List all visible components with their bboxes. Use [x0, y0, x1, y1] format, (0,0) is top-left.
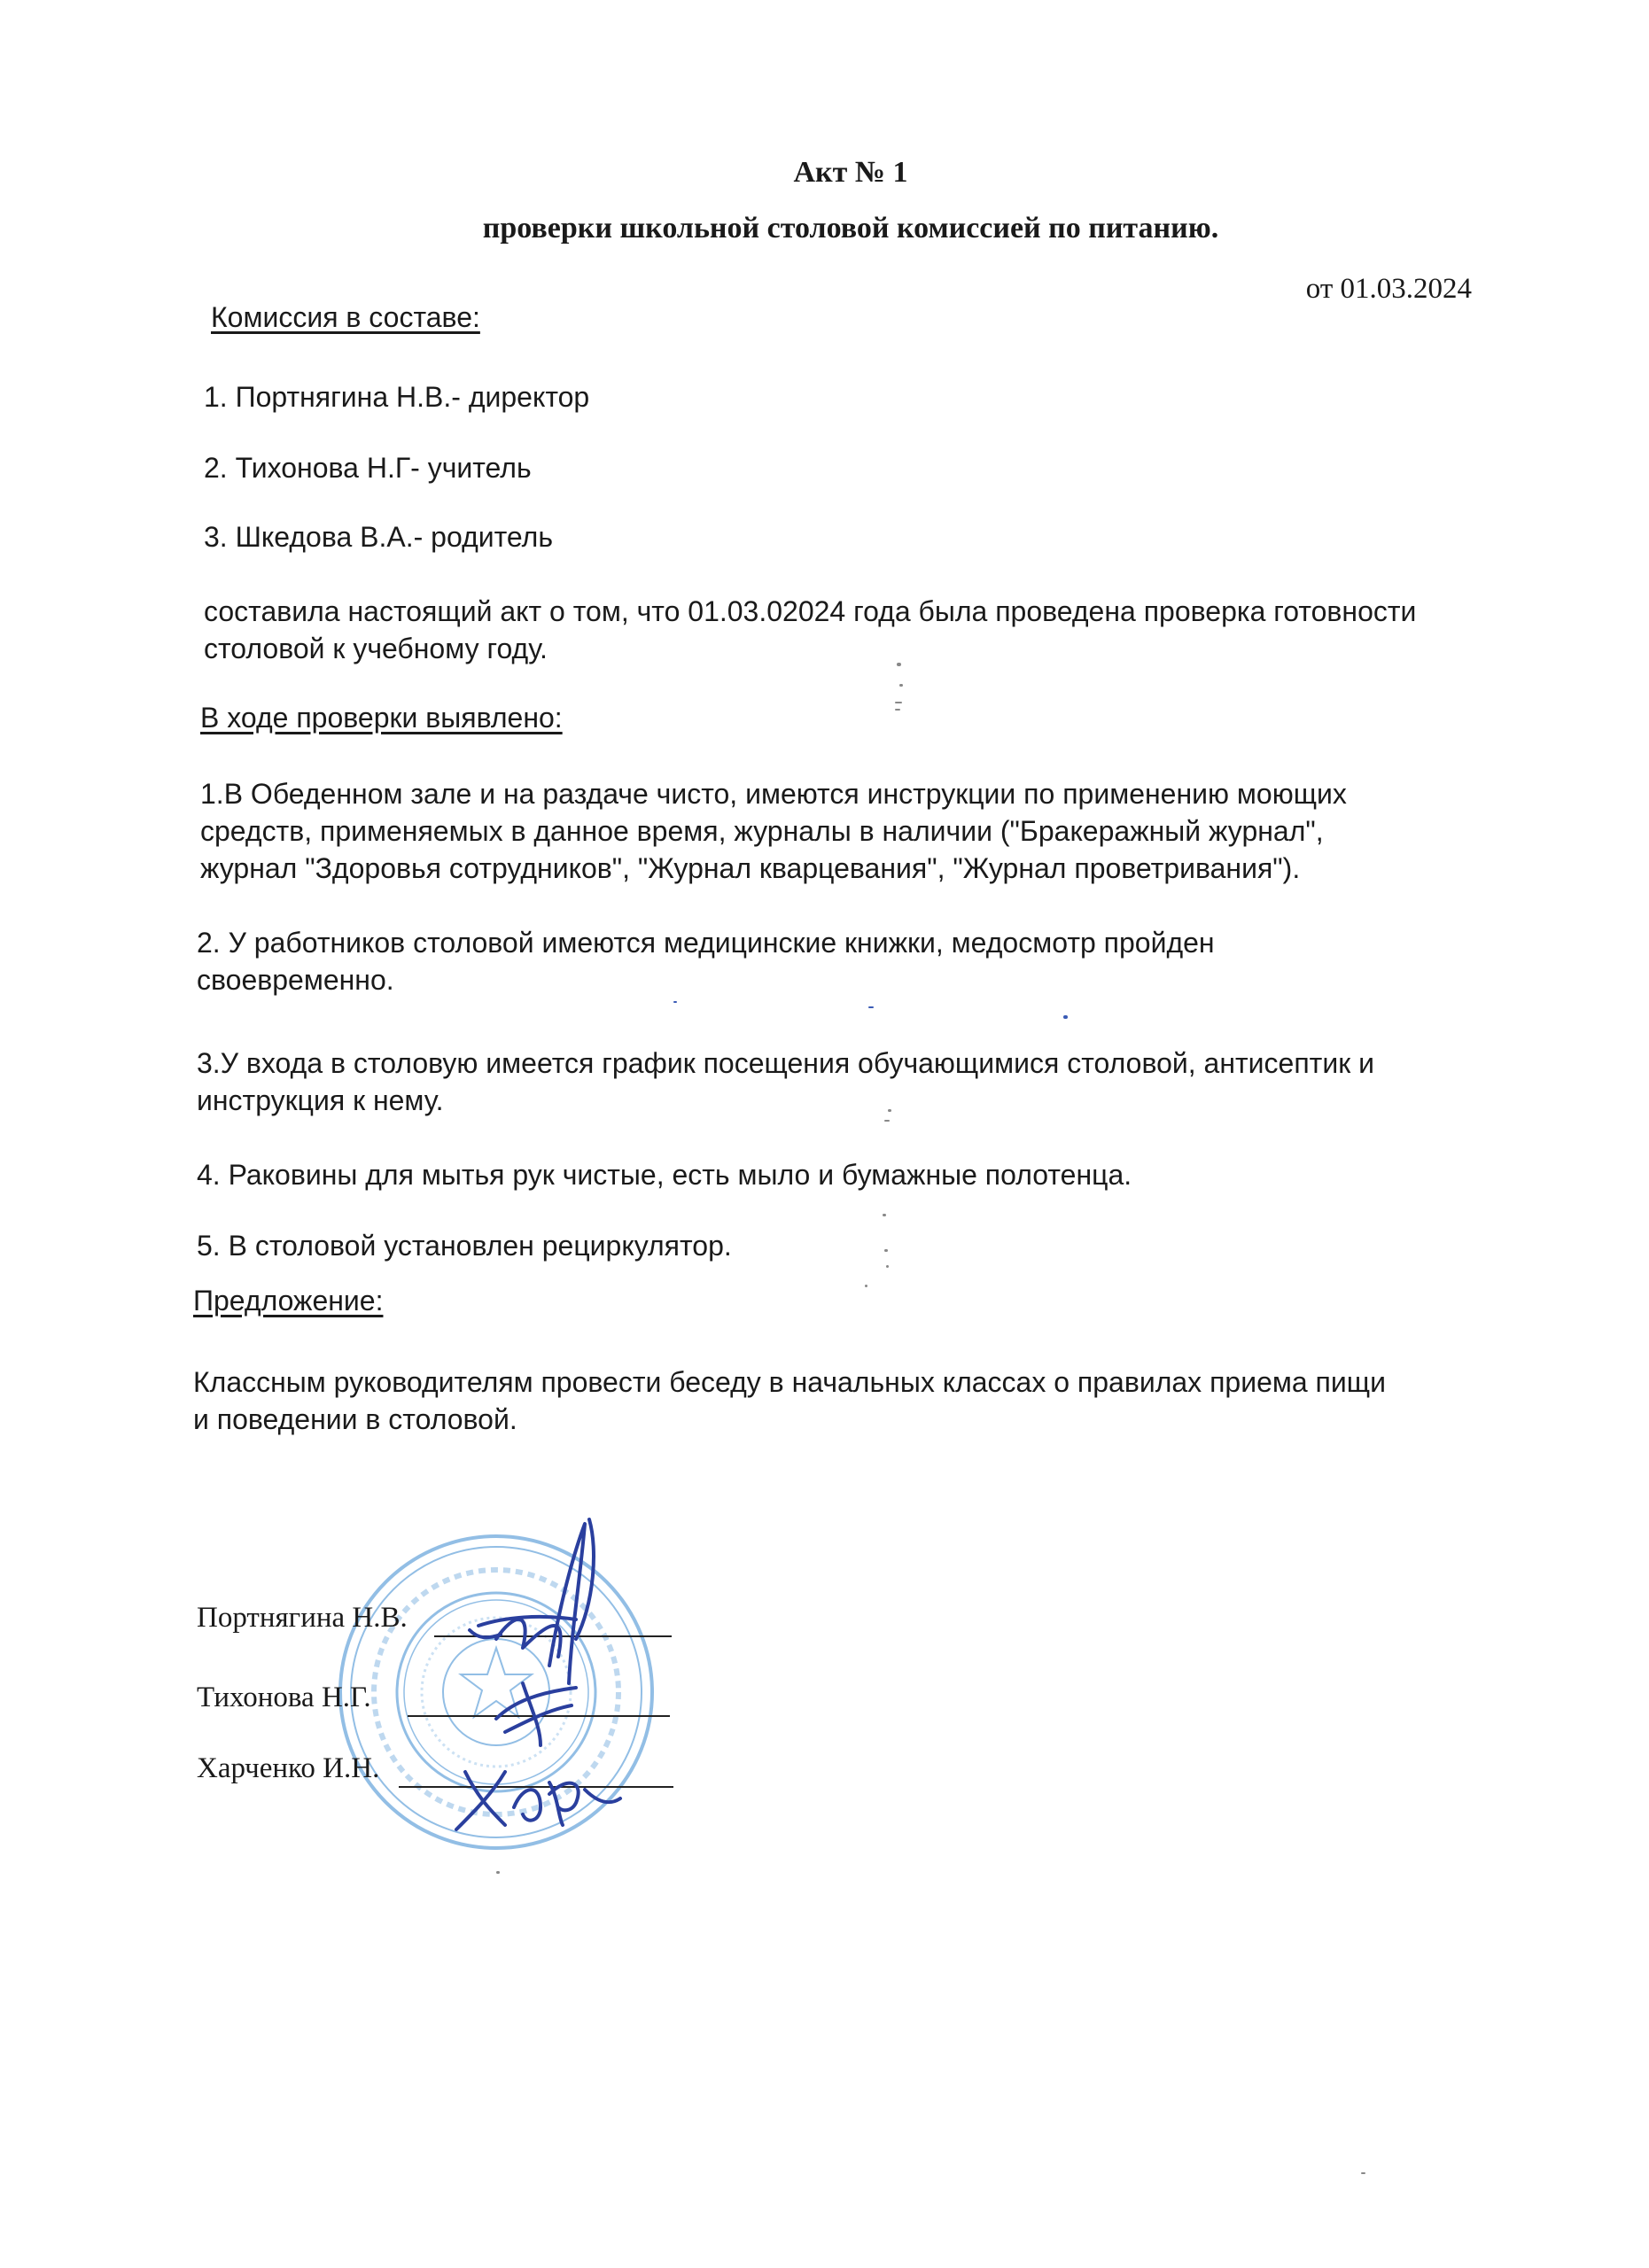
scan-speck — [1361, 2172, 1365, 2174]
proposal-heading: Предложение: — [193, 1285, 384, 1317]
proposal-line: Классным руководителям провести беседу в начальных классах о правилах приема пищи — [193, 1366, 1386, 1398]
scan-speck — [897, 663, 901, 666]
finding-line: средств, применяемых в данное время, журналы в наличии ("Бракеражный журнал", — [200, 815, 1324, 847]
scan-speck — [886, 1265, 889, 1268]
finding-line: 1.В Обеденном зале и на раздаче чисто, имеются инструкции по применению моющих — [200, 778, 1347, 810]
scan-speck — [895, 709, 900, 711]
document-date: от 01.03.2024 — [1305, 273, 1472, 305]
signatory-name: Портнягина Н.В. — [197, 1602, 408, 1634]
document-title: Акт № 1 — [793, 156, 908, 189]
scan-speck — [888, 1109, 891, 1112]
scan-speck — [496, 1871, 500, 1874]
commission-heading: Комиссия в составе: — [211, 301, 480, 333]
finding-line: 4. Раковины для мытья рук чистые, есть мыло и бумажные полотенца. — [197, 1159, 1132, 1191]
member-item: 1. Портнягина Н.В.- директор — [204, 381, 590, 413]
scan-speck — [884, 1120, 890, 1122]
scan-speck — [895, 702, 902, 703]
scan-speck — [865, 1285, 867, 1287]
scan-speck — [884, 1249, 888, 1252]
handwritten-signatures-icon — [416, 1506, 771, 1878]
finding-line: 3.У входа в столовую имеется график посещения обучающимися столовой, антисептик и — [197, 1047, 1374, 1079]
member-item: 3. Шкедова В.А.- родитель — [204, 521, 553, 553]
member-item: 2. Тихонова Н.Г- учитель — [204, 452, 532, 484]
document-subtitle: проверки школьной столовой комиссией по питанию. — [482, 212, 1219, 245]
finding-line: журнал "Здоровья сотрудников", "Журнал кварцевания", "Журнал проветривания"). — [200, 852, 1301, 884]
scan-speck — [673, 1001, 677, 1003]
proposal-line: и поведении в столовой. — [193, 1403, 517, 1435]
finding-line: своевременно. — [197, 964, 394, 996]
findings-heading: В ходе проверки выявлено: — [200, 702, 563, 734]
scan-speck — [883, 1214, 886, 1216]
scan-speck — [1063, 1015, 1068, 1019]
scan-speck — [868, 1006, 874, 1008]
intro-line: столовой к учебному году. — [204, 633, 548, 664]
signatory-name: Харченко И.Н. — [197, 1752, 380, 1784]
finding-line: 2. У работников столовой имеются медицинские книжки, медосмотр пройден — [197, 927, 1215, 959]
finding-line: 5. В столовой установлен рециркулятор. — [197, 1230, 732, 1262]
finding-line: инструкция к нему. — [197, 1084, 444, 1116]
intro-line: составила настоящий акт о том, что 01.03.02024 года была проведена проверка готовности — [204, 595, 1417, 627]
signatory-name: Тихонова Н.Г. — [197, 1682, 371, 1713]
scan-speck — [899, 684, 903, 687]
